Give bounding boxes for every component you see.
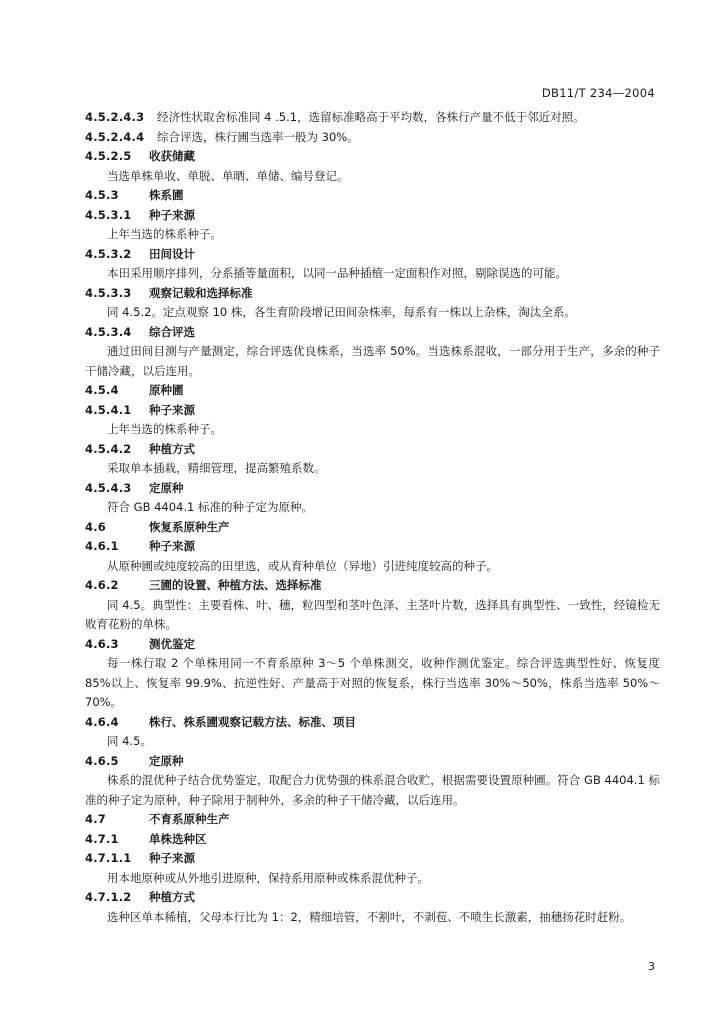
section-number: 4.5.2.5 <box>85 149 132 163</box>
section-heading <box>85 108 660 128</box>
body-paragraph: 同 4.5.2。定点观察 10 株，各生育阶段增记田间杂株率，每系有一株以上杂株，淘汰全系。 <box>107 305 576 319</box>
section-number: 4.5.3 <box>85 188 119 202</box>
section-heading <box>85 147 660 167</box>
section-number: 4.5.3.4 <box>85 324 132 339</box>
section-heading <box>85 635 660 655</box>
section-number: 4.7.1.1 <box>85 851 132 865</box>
body-paragraph: 每一株行取 2 个单株用同一不育系原种 3～5 个单株测交，收种作测优鉴定。综合评选典型性好、恢复度 85%以上、恢复率 99.9%、抗逆性好、产量高于对照的恢复系，株行当选率 30%～50%，株系当选率 50%～70%。 <box>85 656 660 709</box>
section-title: 测优鉴定 <box>149 636 195 651</box>
section-inline-text: 综合评选，株行圃当选率一般为 30%。 <box>157 129 359 144</box>
section-title: 定原种 <box>149 753 184 768</box>
section-number: 4.5.3.2 <box>85 246 132 261</box>
section-number: 4.7 <box>85 812 106 826</box>
section-inline-text: 经济性状取舍标准同 4 .5.1，选留标准略高于平均数，各株行产量不低于邻近对照。 <box>157 110 585 124</box>
section-heading <box>85 576 660 596</box>
body-paragraph: 从原种圃或纯度较高的田里选，或从育种单位（异地）引进纯度较高的种子。 <box>107 558 498 573</box>
page-number: 3 <box>648 960 655 973</box>
body-paragraph: 上年当选的株系种子。 <box>107 422 222 436</box>
section-heading <box>85 440 660 460</box>
section-number: 4.5.4.2 <box>85 441 132 456</box>
section-title: 综合评选 <box>149 324 195 339</box>
section-heading <box>85 752 660 772</box>
section-heading <box>85 381 660 401</box>
section-title: 三圃的设置、种植方法、选择标准 <box>149 578 322 592</box>
section-heading <box>85 323 660 343</box>
section-number: 4.5.3.3 <box>85 285 132 300</box>
section-title: 收获储藏 <box>149 149 195 163</box>
body-paragraph: 上年当选的株系种子。 <box>107 227 222 241</box>
section-title: 株行、株系圃观察记载方法、标准、项目 <box>149 714 356 729</box>
section-heading <box>85 401 660 421</box>
body-paragraph: 同 4.5。典型性：主要看株、叶、穗，粒四型和茎叶色泽、主茎叶片数，选择具有典型性、一致性，经镜检无败育花粉的单株。 <box>85 597 660 631</box>
body-paragraph: 选种区单本稀植，父母本行比为 1：2，精细培管，不割叶，不剥苞、不喷生长激素，抽穗扬花时赶粉。 <box>107 909 632 924</box>
document-code: DB11/T 234—2004 <box>541 86 655 100</box>
section-heading <box>85 810 660 830</box>
section-heading <box>85 479 660 499</box>
section-title: 株系圃 <box>149 188 184 202</box>
body-paragraph: 采取单本插栽，精细管理，提高繁殖系数。 <box>107 461 326 475</box>
section-heading <box>85 245 660 265</box>
section-number: 4.6 <box>85 519 106 534</box>
section-title: 种子来源 <box>149 402 195 417</box>
body-paragraph: 同 4.5。 <box>107 734 152 748</box>
section-number: 4.6.1 <box>85 539 119 553</box>
body-paragraph: 本田采用顺序排列，分系插等量面积，以同一品种插植一定面积作对照，剔除误选的可能。 <box>107 266 567 280</box>
section-number: 4.5.4.3 <box>85 480 132 495</box>
section-heading <box>85 128 660 148</box>
section-heading <box>85 888 660 908</box>
section-number: 4.5.3.1 <box>85 207 132 222</box>
section-heading <box>85 830 660 850</box>
section-number: 4.7.1.2 <box>85 890 132 904</box>
section-number: 4.6.4 <box>85 714 119 729</box>
section-title: 种植方式 <box>149 441 195 456</box>
section-title: 单株选种区 <box>149 831 207 846</box>
section-number: 4.6.2 <box>85 578 119 592</box>
section-title: 种子来源 <box>149 851 195 865</box>
section-title: 种子来源 <box>149 207 195 222</box>
section-heading <box>85 518 660 538</box>
section-number: 4.7.1 <box>85 831 119 846</box>
body-paragraph: 符合 GB 4404.1 标准的种子定为原种。 <box>107 500 314 514</box>
section-heading <box>85 537 660 557</box>
section-heading <box>85 849 660 869</box>
body-paragraph: 通过田间目测与产量测定，综合评选优良株系，当选率 50%。当选株系混收，一部分用于生产，多余的种子干储冷藏，以后连用。 <box>85 344 660 378</box>
section-title: 田间设计 <box>149 246 195 261</box>
section-heading <box>85 206 660 226</box>
body-paragraph: 当选单株单收、单脱、单晒、单储、编号登记。 <box>107 168 349 183</box>
section-title: 定原种 <box>149 480 184 495</box>
section-heading <box>85 713 660 733</box>
section-heading <box>85 186 660 206</box>
document-body <box>85 108 660 927</box>
section-number: 4.5.2.4.3 <box>85 110 145 124</box>
section-title: 不育系原种生产 <box>149 812 230 826</box>
section-title: 观察记载和选择标准 <box>149 285 253 300</box>
section-number: 4.6.3 <box>85 636 119 651</box>
section-heading <box>85 284 660 304</box>
section-title: 恢复系原种生产 <box>149 519 230 534</box>
section-title: 种植方式 <box>149 890 195 904</box>
body-paragraph: 株系的混优种子结合优势鉴定，取配合力优势强的株系混合收贮，根据需要设置原种圃。符合 GB 4404.1 标准的种子定为原种，种子除用于制种外，多余的种子干储冷藏，以后连用。 <box>85 773 660 807</box>
section-number: 4.5.4.1 <box>85 402 132 417</box>
body-paragraph: 用本地原种或从外地引进原种，保持系用原种或株系混优种子。 <box>107 870 429 885</box>
section-title: 原种圃 <box>149 383 184 397</box>
section-number: 4.5.4 <box>85 383 119 397</box>
section-number: 4.5.2.4.4 <box>85 129 145 144</box>
section-title: 种子来源 <box>149 539 195 553</box>
section-number: 4.6.5 <box>85 753 119 768</box>
